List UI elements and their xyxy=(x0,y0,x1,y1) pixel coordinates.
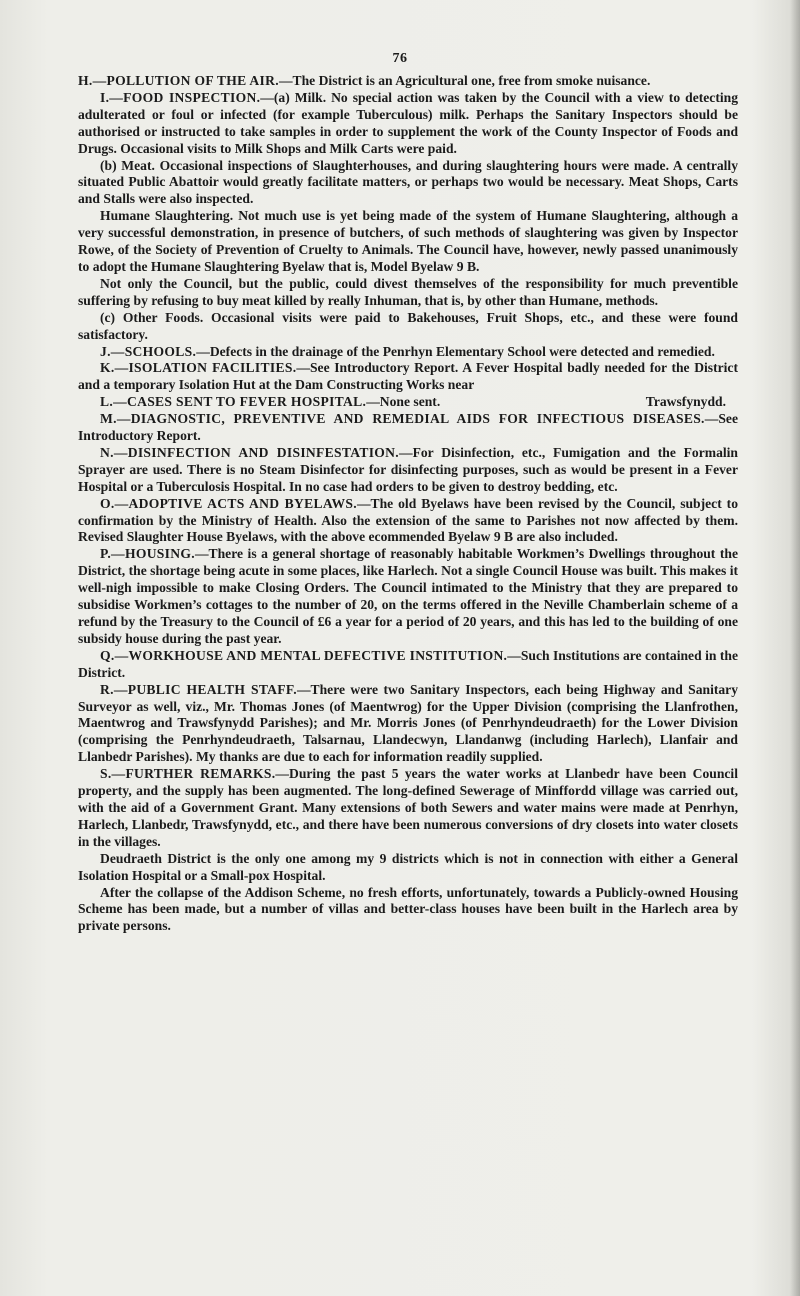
paragraph-text: —During the past 5 years the water works at Llanbedr have been Council property, and the supply has been augmented. The long-defined Sewerage of Minffordd village was carried out, with the aid of a Government Grant. Many extensions of both Sewers and water mains were made at Penrhyn, Harlech, Llanbedr, Trawsfynydd, etc., and there have been numerous conversions of dry closets into water closets in the villages. xyxy=(78,766,738,849)
paragraph-text: —The District is an Agricultural one, free from smoke nuisance. xyxy=(278,73,651,88)
heading-diagnostic: M.—DIAGNOSTIC, PREVENTIVE AND REMEDIAL AIDS FOR INFECTIOUS DISEASES. xyxy=(100,411,705,427)
report-body xyxy=(78,73,738,935)
paragraph-disinfection xyxy=(78,445,738,496)
heading-fever-hospital: L.—CASES SENT TO FEVER HOSPITAL. xyxy=(100,394,367,410)
paragraph-staff xyxy=(78,682,738,767)
paragraph-workhouse xyxy=(78,648,738,682)
paragraph-text: —(a) Milk. No special action was taken by the Council with a view to detecting adulterated or foul or infected (for example Tuberculous) milk. Perhaps the Sanitary Inspectors should be authorised or instructed to take samples in order to supplement the work of the County Inspector of Foods and Drugs. Occasional visits to Milk Shops and Milk Carts were paid. xyxy=(78,89,738,156)
paragraph-text: Not only the Council, but the public, could divest themselves of the responsibility for much preventible suffering by refusing to buy meat killed by really Inhuman, that is, by other than Humane, methods. xyxy=(78,275,738,308)
paragraph-meat xyxy=(78,158,738,209)
paragraph-food-inspection xyxy=(78,90,738,158)
heading-schools: J.—SCHOOLS. xyxy=(100,343,197,359)
heading-disinfection: N.—DISINFECTION AND DISINFESTATION. xyxy=(100,444,399,460)
paragraph-text: —See Introductory Report. A Fever Hospital badly needed for the District and a temporary Isolation Hut at the Dam Constructing Works near xyxy=(78,360,738,393)
paragraph-housing xyxy=(78,546,738,647)
paragraph-humane-slaughtering xyxy=(78,208,738,276)
paragraph-text: —There is a general shortage of reasonably habitable Workmen’s Dwellings throughout the District, the shortage being acute in some places, like Harlech. Not a single Council House was built. This makes it well-nigh impossible to make Closing Orders. The Council intimated to the Ministry that they are prepared to subsidise Workmen’s cottages to the number of 20, on the terms offered in the Neville Chamberlain scheme of a refund by the Treasury to the Council of £6 a year for a period of 20 years, and this has led to the building of one subsidy house during the past year. xyxy=(78,546,738,646)
paragraph-text: —The old Byelaws have been revised by the Council, subject to confirmation by the Ministry of Health. Also the extension of the same to Parishes not now affected by them. Revised Slaughter House Byelaws, with the above ecommended Byelaw 9 B are also included. xyxy=(78,495,738,545)
paragraph-tail: Trawsfynydd. xyxy=(645,394,726,410)
heading-isolation: K.—ISOLATION FACILITIES. xyxy=(100,360,297,376)
heading-food-inspection: I.—FOOD INSPECTION. xyxy=(100,89,261,105)
heading-housing: P.—HOUSING. xyxy=(100,546,195,562)
paragraph-addison xyxy=(78,885,738,936)
paragraph-text: —For Disinfection, etc., Fumigation and the Formalin Sprayer are used. There is no Steam Disinfector for disinfecting purposes, such as would be present in a Fever Hospital or a Tuberculosis Hospital. In no case had orders to be given to destroy bedding, etc. xyxy=(78,444,738,494)
paragraph-text: —See Introductory Report. xyxy=(78,411,738,444)
heading-workhouse: Q.—WORKHOUSE AND MENTAL DEFECTIVE INSTITUTION. xyxy=(100,647,508,663)
heading-byelaws: O.—ADOPTIVE ACTS AND BYELAWS. xyxy=(100,495,357,511)
paragraph-other-foods xyxy=(78,310,738,344)
paragraph-public-responsibility xyxy=(78,276,738,310)
paragraph-text: Deudraeth District is the only one among my 9 districts which is not in connection with either a General Isolation Hospital or a Small-pox Hospital. xyxy=(78,850,738,883)
paragraph-text: (c) Other Foods. Occasional visits were paid to Bakehouses, Fruit Shops, etc., and these were found satisfactory. xyxy=(78,309,738,342)
heading-staff: R.—PUBLIC HEALTH STAFF. xyxy=(100,681,297,697)
paragraph-text: —Defects in the drainage of the Penrhyn Elementary School were detected and remedied. xyxy=(196,343,715,359)
paragraph-text: (b) Meat. Occasional inspections of Slaughterhouses, and during slaughtering hours were made. A centrally situated Public Abattoir would greatly facilitate matters, or perhaps two would be necessary. Meat Shops, Carts and Stalls were also inspected. xyxy=(78,157,738,207)
paragraph-text: —There were two Sanitary Inspectors, each being Highway and Sanitary Surveyor as well, viz., Mr. Thomas Jones (of Maentwrog) for the Upper Division (comprising the Llanfrothen, Maentwrog and Trawsfynydd Parishes); and Mr. Morris Jones (of Penrhyndeudraeth) for the Lower Division (comprising the Penrhyndeudraeth, Talsarnau, Llandecwyn, Llandanwg (including Harlech), Llanfair and Llanbedr Parishes). My thanks are due to each for information readily supplied. xyxy=(78,681,738,765)
paragraph-text: After the collapse of the Addison Scheme, no fresh efforts, unfortunately, towards a Publicly-owned Housing Scheme has been made, but a number of villas and better-class houses have been built in the Harlech area by private persons. xyxy=(78,884,738,934)
heading-further-remarks: S.—FURTHER REMARKS. xyxy=(100,766,276,782)
paragraph-deudraeth xyxy=(78,851,738,885)
paragraph-pollution xyxy=(78,73,738,90)
paragraph-text: Humane Slaughtering. Not much use is yet being made of the system of Humane Slaughtering, although a very successful demonstration, in presence of butchers, of such methods of slaughtering was given by Inspector Rowe, of the Society of Prevention of Cruelty to Animals. The Council have, however, newly passed unanimously to adopt the Humane Slaughtering Byelaw that is, Model Byelaw 9 B. xyxy=(78,208,738,274)
paragraph-fever-hospital xyxy=(78,394,738,411)
paragraph-schools xyxy=(78,344,738,361)
paragraph-text: —None sent. xyxy=(366,394,441,410)
paragraph-text: —Such Institutions are contained in the District. xyxy=(78,647,738,680)
heading-pollution: H.—POLLUTION OF THE AIR. xyxy=(78,73,279,88)
page-number: 76 xyxy=(392,51,408,66)
paragraph-isolation xyxy=(78,360,738,394)
page-edge-shadow xyxy=(790,0,800,1296)
paragraph-diagnostic xyxy=(78,411,738,445)
paragraph-further-remarks xyxy=(78,766,738,851)
paragraph-byelaws xyxy=(78,496,738,547)
